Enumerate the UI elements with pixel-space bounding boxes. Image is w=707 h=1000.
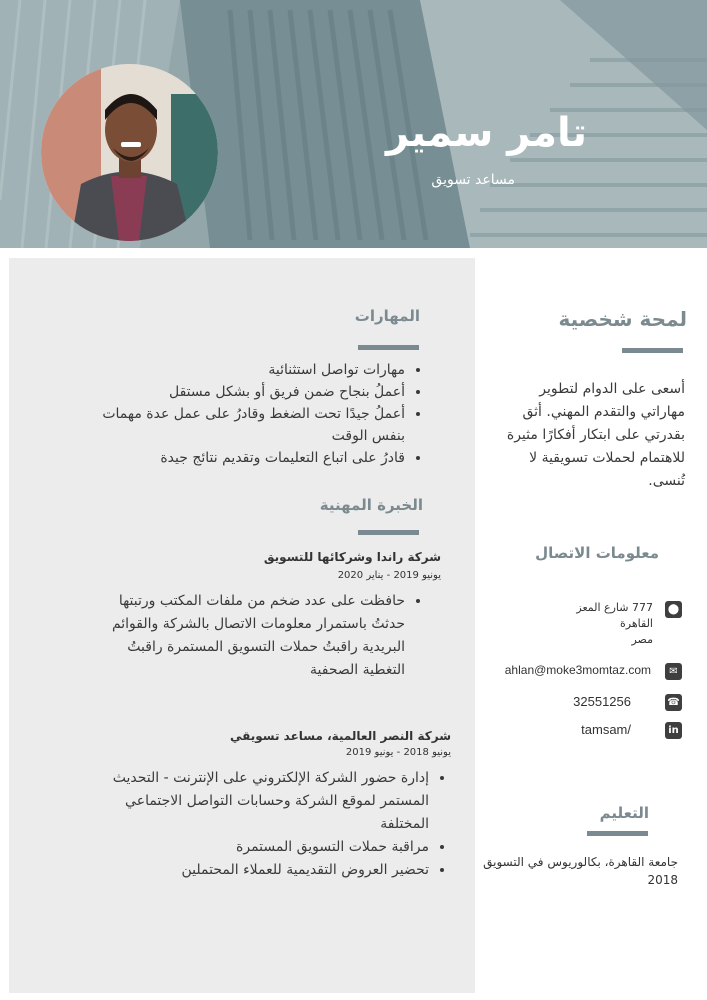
address-line: القاهرة [620, 617, 653, 630]
linkedin-icon: in [665, 722, 682, 739]
contact-linkedin-row[interactable] [480, 720, 685, 740]
experience-title-rule [358, 530, 419, 535]
candidate-name: تامر سمير [386, 110, 587, 156]
contact-email[interactable]: ahlan@moke3momtaz.com [504, 663, 651, 677]
job-dates: يونيو 2019 - يناير 2020 [337, 570, 441, 581]
phone-icon: ☎ [665, 694, 682, 711]
contact-title: معلومات الاتصال [535, 544, 659, 562]
address-line: 777 شارع المعز [576, 601, 653, 614]
job-heading: شركة النصر العالمية، مساعد تسويقي [229, 729, 451, 743]
job-duty-item: • حافظت على عدد ضخم من ملفات المكتب ورتبتها حدثتُ باستمرار معلومات الاتصال بالشركة والقوائم البريدية راقبتُ حملات التسويق المستمرة راقبتُ التغطية الصحفية [101, 590, 405, 682]
job-duties-list [101, 590, 421, 682]
job-heading: شركة راندا وشركائها للتسويق [263, 550, 441, 564]
profile-title: لمحة شخصية [558, 307, 687, 331]
contact-phone[interactable]: 32551256 [573, 694, 631, 709]
skills-title-rule [358, 345, 419, 350]
experience-title: الخبرة المهنية [319, 496, 423, 514]
skill-item: • قادرُ على اتباع التعليمات وتقديم نتائج جيدة [91, 447, 405, 469]
skill-item: • أعملُ جيدًا تحت الضغط وقادرُ على عمل عدة مهمات بنفس الوقت [91, 403, 405, 447]
contact-linkedin[interactable]: tamsam/ [581, 722, 631, 737]
profile-summary: أسعى على الدوام لتطوير مهاراتي والتقدم المهني. أثق بقدرتي على ابتكار أفكارًا مثيرة للاهتمام لحملات تسويقية لا تُنسى. [506, 381, 685, 489]
location-icon: ⬤ [665, 601, 682, 618]
contact-email-row[interactable] [480, 661, 685, 681]
education-entry: جامعة القاهرة، بكالوريوس في التسويق 2018 [483, 855, 678, 887]
address-line: مصر [631, 633, 653, 646]
job-duty-item: • تحضير العروض التقديمية للعملاء المحتملين [95, 859, 429, 882]
job-dates: يونيو 2018 - يونيو 2019 [345, 747, 451, 758]
skill-item: • أعملُ بنجاح ضمن فريق أو بشكل مستقل [91, 381, 405, 403]
education-title-rule [587, 831, 648, 836]
skill-item: • مهارات تواصل استثنائية [91, 359, 405, 381]
profile-title-rule [622, 348, 683, 353]
candidate-job-title: مساعد تسويق [431, 172, 515, 188]
education-title: التعليم [599, 804, 649, 822]
job-duty-item: • إدارة حضور الشركة الإلكتروني على الإنترنت - التحديث المستمر لموقع الشركة وحسابات التواصل الاجتماعي المختلفة [95, 767, 429, 836]
contact-address [576, 600, 653, 648]
mail-icon: ✉ [665, 663, 682, 680]
job-duty-item: • مراقبة حملات التسويق المستمرة [95, 836, 429, 859]
skills-list [91, 359, 421, 469]
job-duties-list [95, 767, 445, 882]
contact-phone-row[interactable] [480, 692, 685, 712]
skills-title: المهارات [354, 307, 420, 325]
header-banner [0, 0, 707, 248]
profile-photo [41, 64, 218, 241]
